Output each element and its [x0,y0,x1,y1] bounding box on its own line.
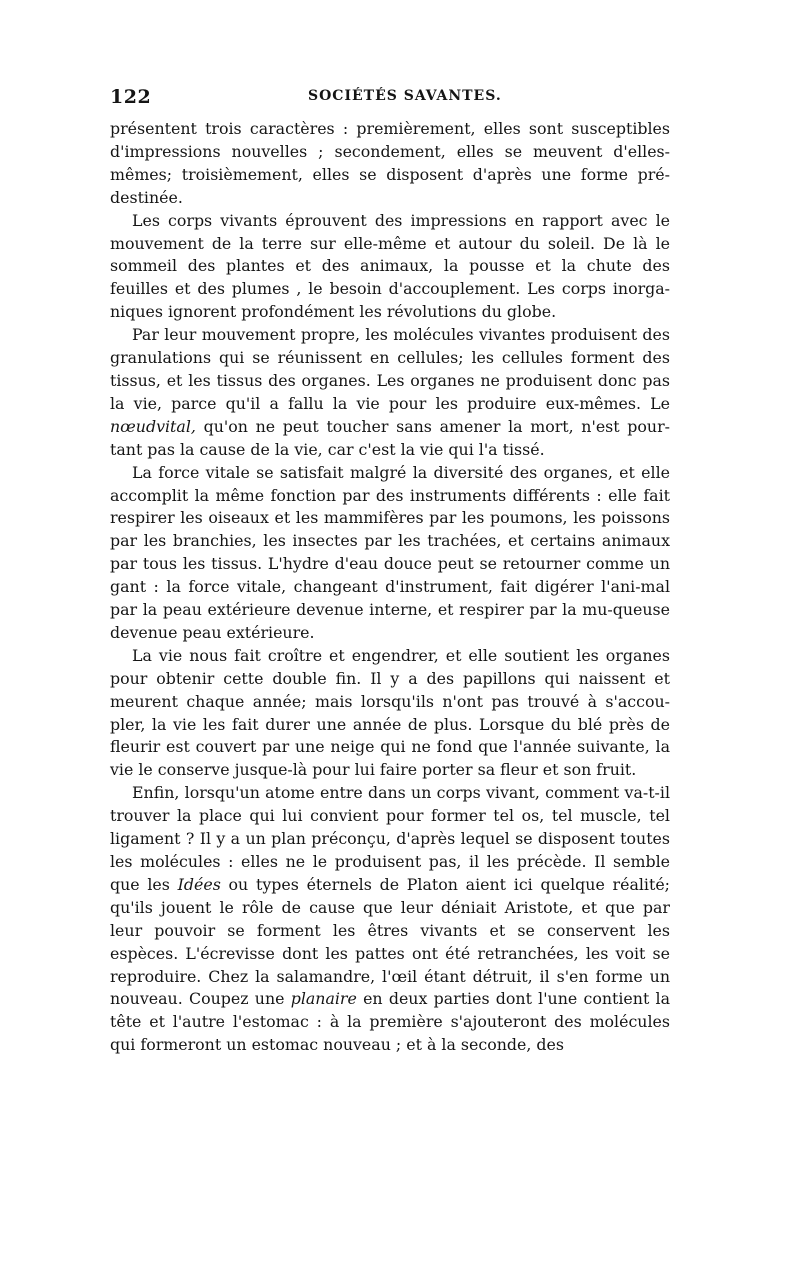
paragraph-3 [110,324,670,461]
paragraph-3-part-2: qu'on ne peut toucher sans amener la mort, n'est pour-tant pas la cause de la vie, car c'est la vie qui l'a tissé. [110,416,670,459]
paragraph-4: La force vitale se satisfait malgré la diversité des organes, et elle accomplit la même fonction par des instruments différents : elle fait respirer les oiseaux et les mammifères par les poumons, les poissons par les branchies, les insectes par les trachées, et certains animaux par tous les tissus. L'hydre d'eau douce peut se retourner comme un gant : la force vitale, changeant d'instrument, fait digérer l'ani-mal par la peau extérieure devenue interne, et respirer par la mu-queuse devenue peau extérieure. [110,462,670,642]
paragraph-6-part-2: ou types éternels de Platon aient ici quelque réalité; qu'ils jouent le rôle de cause que leur déniait Aristote, et que par leur pouvoir se forment les êtres vivants et se conservent les espèces. L'écrevisse dont les pattes ont été retranchées, les voit se reproduire. Chez la salamandre, l'œil étant détruit, il s'en forme un nouveau. Coupez une [110,874,670,1009]
paragraph-6-italic-term-2: planaire [290,989,357,1009]
page-header [110,86,670,116]
page-number: 122 [110,86,152,108]
paragraph-1: présentent trois caractères : premièrement, elles sont susceptibles d'impressions nouvelles ; secondement, elles se meuvent d'elles-mêmes; troisièmement, elles se disposent d'après une forme pré-destinée. [110,119,670,207]
running-head: SOCIÉTÉS SAVANTES. [308,88,502,104]
paragraph-3-italic-term: nœudvital, [110,416,196,436]
paragraph-2: Les corps vivants éprouvent des impressions en rapport avec le mouvement de la terre sur elle-même et autour du soleil. De là le sommeil des plantes et des animaux, la pousse et la chute des feuilles et des plumes , le besoin d'accouplement. Les corps inorga-niques ignorent profondément les révolutions du globe. [110,210,670,322]
paragraph-5: La vie nous fait croître et engendrer, et elle soutient les organes pour obtenir cette double fin. Il y a des papillons qui naissent et meurent chaque année; mais lorsqu'ils n'ont pas trouvé à s'accou-pler, la vie les fait durer une année de plus. Lorsque du blé près de fleurir est couvert par une neige qui ne fond que l'année suivante, la vie le conserve jusque-là pour lui faire porter sa fleur et son fruit. [110,645,670,780]
paragraph-6 [110,782,670,1057]
paragraph-6-italic-term-1: Idées [177,874,221,894]
book-page [110,86,670,1057]
paragraph-3-part-1: Par leur mouvement propre, les molécules vivantes produisent des granulations qui se réunissent en cellules; les cellules forment des tissus, et les tissus des organes. Les organes ne produisent donc pas la vie, parce qu'il a fallu la vie pour les produire eux-mêmes. Le [110,325,670,413]
paragraph-6-part-3: en deux parties dont l'une contient la tête et l'autre l'estomac : à la première s'ajouteront des molécules qui formeront un estomac nouveau ; et à la seconde, des [110,989,670,1055]
paragraph-6-part-1: Enfin, lorsqu'un atome entre dans un corps vivant, comment va-t-il trouver la place qui lui convient pour former tel os, tel muscle, tel ligament ? Il y a un plan préconçu, d'après lequel se disposent toutes les molécules : elles ne le produisent pas, il les précède. Il semble que les [110,783,670,894]
body-text [110,118,670,1057]
